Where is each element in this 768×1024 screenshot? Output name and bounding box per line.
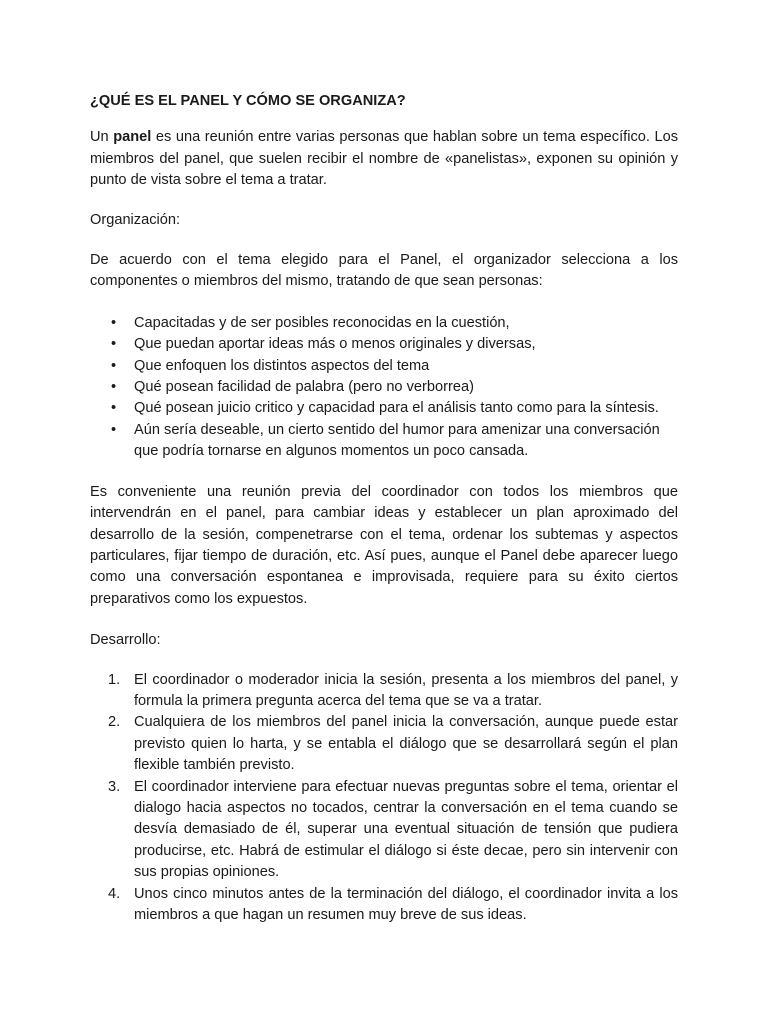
- intro-bold-term: panel: [113, 129, 152, 146]
- list-item: [90, 420, 678, 463]
- bullet-marker: •: [111, 421, 117, 438]
- step-text: El coordinador interviene para efectuar nuevas preguntas sobre el tema, orientar el dialogo hacia aspectos no tocados, centrar la conversación en el tema cuando se desvía demasiado de él, superar una eventual situación de tensión que pudiera producirse, etc. Habrá de estimular el diálogo si éste decae, pero sin intervenir con sus propias opiniones.: [134, 778, 678, 881]
- step-item: [90, 777, 678, 884]
- list-item-text: Que enfoquen los distintos aspectos del tema: [134, 357, 430, 374]
- desarrollo-steps-list: [90, 670, 678, 927]
- coordinador-paragraph: Es conveniente una reunión previa del coordinador con todos los miembros que intervendrán en el panel, para cambiar ideas y establecer un plan aproximado del desarrollo de la sesión, compenetrarse con el tema, ordenar los subtemas y aspectos particulares, fijar tiempo de duración, etc. Así pues, aunque el Panel debe aparecer luego como una conversación espontanea e improvisada, requiere para su éxito ciertos preparativos como los expuestos.: [90, 483, 678, 607]
- list-item: [90, 356, 678, 377]
- organizacion-paragraph: De acuerdo con el tema elegido para el Panel, el organizador selecciona a los componentes o miembros del mismo, tratando de que sean personas:: [90, 252, 678, 290]
- step-number: 2.: [108, 714, 121, 731]
- step-text: Cualquiera de los miembros del panel inicia la conversación, aunque puede estar previsto quien lo harta, y se entabla el diálogo que se desarrollará según el plan flexible también previsto.: [134, 714, 678, 774]
- step-item: [90, 712, 678, 776]
- organizacion-heading: Organización:: [90, 211, 181, 228]
- step-item: [90, 670, 678, 713]
- bullet-marker: •: [111, 357, 117, 374]
- intro-text-after: es una reunión entre varias personas que hablan sobre un tema específico. Los miembros del panel, que suelen recibir el nombre de «panelistas», exponen su opinión y punto de vista sobre el tema a tratar.: [90, 129, 679, 189]
- list-item-text: Qué posean juicio critico y capacidad para el análisis tanto como para la síntesis.: [134, 400, 659, 417]
- intro-text-before: Un: [90, 129, 114, 146]
- list-item-text: Aún sería deseable, un cierto sentido del humor para amenizar una conversación que podría tornarse en algunos momentos un poco cansada.: [134, 421, 660, 460]
- list-item: [90, 334, 678, 355]
- intro-paragraph: [90, 127, 678, 191]
- list-item: [90, 398, 678, 419]
- list-item-text: Capacitadas y de ser posibles reconocidas en la cuestión,: [134, 314, 510, 331]
- step-text: Unos cinco minutos antes de la terminación del diálogo, el coordinador invita a los miembros a que hagan un resumen muy breve de sus ideas.: [134, 885, 678, 923]
- bullet-marker: •: [111, 336, 117, 353]
- list-item-text: Que puedan aportar ideas más o menos originales y diversas,: [134, 336, 536, 353]
- list-item-text: Qué posean facilidad de palabra (pero no verborrea): [134, 379, 474, 396]
- step-number: 3.: [108, 778, 121, 795]
- step-text: El coordinador o moderador inicia la sesión, presenta a los miembros del panel, y formula la primera pregunta acerca del tema que se va a tratar.: [134, 671, 678, 709]
- list-item: [90, 377, 678, 398]
- bullet-marker: •: [111, 314, 117, 331]
- page-title: ¿QUÉ ES EL PANEL Y CÓMO SE ORGANIZA?: [90, 93, 406, 109]
- requirements-list: [90, 313, 678, 463]
- desarrollo-heading: Desarrollo:: [90, 632, 161, 649]
- step-number: 4.: [108, 885, 121, 902]
- bullet-marker: •: [111, 379, 117, 396]
- step-number: 1.: [108, 671, 121, 688]
- step-item: [90, 884, 678, 927]
- list-item: [90, 313, 678, 334]
- bullet-marker: •: [111, 400, 117, 417]
